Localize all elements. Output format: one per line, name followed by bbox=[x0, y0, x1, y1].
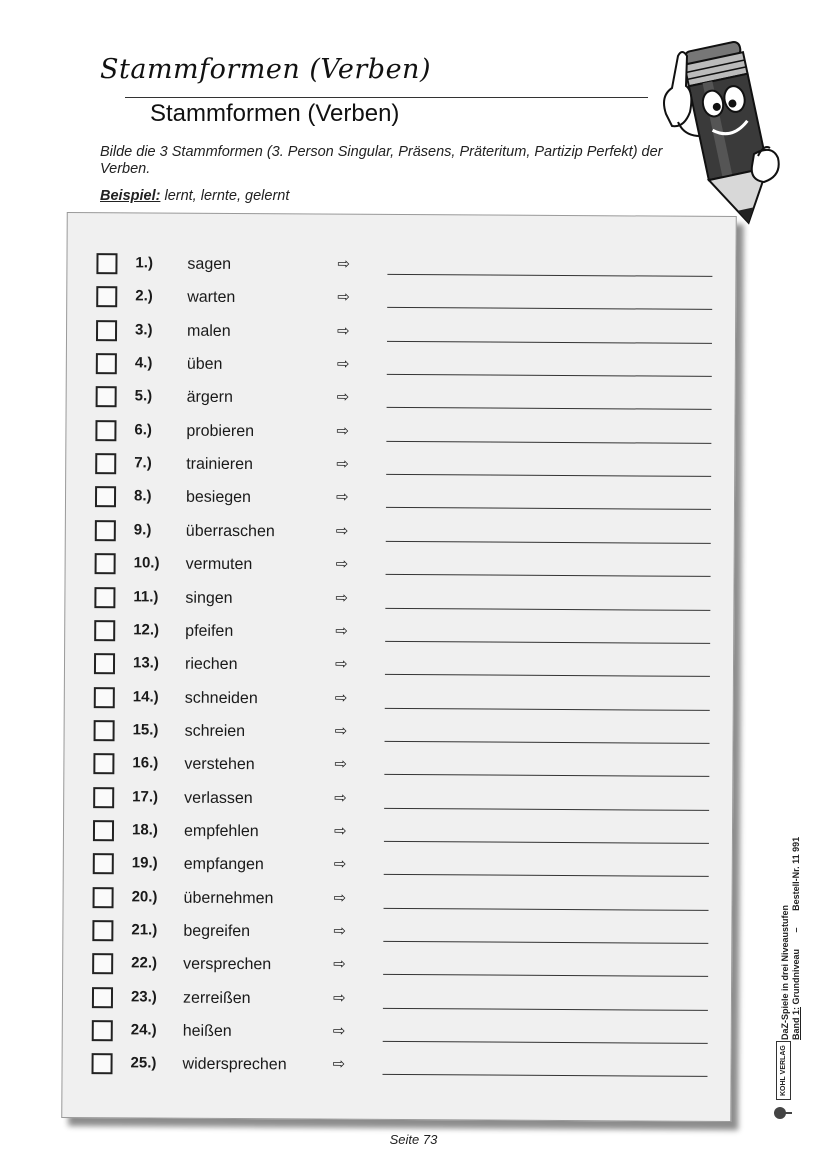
checkbox[interactable] bbox=[95, 453, 116, 474]
arrow-icon: ⇨ bbox=[335, 488, 349, 507]
order-number: Bestell-Nr. 11 991 bbox=[791, 836, 801, 911]
answer-line[interactable] bbox=[384, 774, 709, 777]
exercise-row bbox=[67, 251, 735, 281]
checkbox[interactable] bbox=[94, 587, 115, 608]
band-text: Grundniveau bbox=[791, 948, 801, 1007]
item-number: 25.) bbox=[130, 1054, 157, 1072]
checkbox[interactable] bbox=[93, 753, 114, 774]
item-number: 15.) bbox=[132, 721, 159, 739]
verb-label: zerreißen bbox=[182, 989, 251, 1007]
exercise-row bbox=[66, 451, 734, 481]
item-number: 24.) bbox=[130, 1021, 157, 1039]
instruction-text: Bilde die 3 Stammformen (3. Person Singular, Präsens, Präteritum, Partizip Perfekt) der Verben. bbox=[100, 144, 663, 177]
item-number: 13.) bbox=[132, 654, 159, 672]
checkbox[interactable] bbox=[96, 286, 117, 307]
arrow-icon: ⇨ bbox=[333, 888, 347, 907]
item-number: 5.) bbox=[134, 387, 153, 405]
answer-line[interactable] bbox=[387, 341, 712, 344]
arrow-icon: ⇨ bbox=[337, 287, 350, 307]
verb-label: überraschen bbox=[185, 522, 275, 541]
arrow-icon: ⇨ bbox=[334, 788, 347, 807]
exercise-row bbox=[64, 818, 732, 848]
answer-line[interactable] bbox=[387, 274, 712, 277]
answer-line[interactable] bbox=[386, 507, 711, 510]
item-number: 11.) bbox=[133, 587, 159, 606]
arrow-icon: ⇨ bbox=[336, 421, 350, 440]
arrow-icon: ⇨ bbox=[335, 621, 348, 640]
verb-label: trainieren bbox=[186, 455, 253, 474]
verb-label: begreifen bbox=[183, 922, 251, 941]
answer-line[interactable] bbox=[385, 707, 710, 710]
answer-line[interactable] bbox=[387, 407, 712, 410]
exercise-row bbox=[64, 751, 732, 781]
verb-label: schreien bbox=[184, 722, 246, 740]
band-label: Band 1: bbox=[791, 1006, 801, 1040]
item-number: 4.) bbox=[134, 354, 153, 372]
exercise-row bbox=[66, 418, 734, 448]
example-label: Beispiel: bbox=[100, 188, 161, 204]
checkbox[interactable] bbox=[94, 720, 115, 741]
verb-label: besiegen bbox=[185, 489, 252, 507]
exercise-row bbox=[65, 685, 733, 715]
exercise-row bbox=[67, 284, 735, 314]
answer-line[interactable] bbox=[384, 908, 709, 911]
checkbox[interactable] bbox=[92, 920, 113, 941]
checkbox[interactable] bbox=[93, 820, 114, 841]
item-number: 22.) bbox=[131, 954, 158, 972]
checkbox[interactable] bbox=[93, 887, 114, 908]
page-number: Seite 73 bbox=[389, 1132, 438, 1147]
checkbox[interactable] bbox=[92, 1054, 113, 1075]
checkbox[interactable] bbox=[95, 553, 116, 574]
item-number: 7.) bbox=[134, 454, 152, 472]
verb-label: riechen bbox=[184, 655, 238, 674]
exercise-row bbox=[67, 384, 735, 414]
answer-line[interactable] bbox=[387, 307, 712, 310]
exercise-row bbox=[63, 1018, 731, 1048]
arrow-icon: ⇨ bbox=[335, 521, 349, 540]
checkbox[interactable] bbox=[94, 620, 115, 641]
arrow-icon: ⇨ bbox=[333, 854, 347, 873]
verb-label: übernehmen bbox=[183, 889, 274, 907]
answer-line[interactable] bbox=[387, 374, 712, 377]
verb-label: probieren bbox=[186, 422, 255, 440]
arrow-icon: ⇨ bbox=[332, 988, 346, 1007]
arrow-icon: ⇨ bbox=[337, 254, 351, 273]
arrow-icon: ⇨ bbox=[334, 688, 348, 707]
exercise-row bbox=[62, 1051, 730, 1081]
item-number: 9.) bbox=[133, 521, 152, 539]
verb-label: sagen bbox=[187, 255, 232, 273]
verb-label: heißen bbox=[182, 1022, 232, 1041]
checkbox[interactable] bbox=[92, 987, 113, 1008]
item-number: 1.) bbox=[135, 254, 154, 272]
arrow-icon: ⇨ bbox=[337, 321, 350, 340]
series-title: DaZ-Spiele in drei Niveaustufen bbox=[780, 904, 790, 1040]
exercise-row bbox=[64, 785, 732, 815]
answer-line[interactable] bbox=[385, 607, 710, 610]
arrow-icon: ⇨ bbox=[333, 921, 347, 940]
checkbox[interactable] bbox=[96, 253, 117, 274]
arrow-icon: ⇨ bbox=[334, 654, 348, 673]
checkbox[interactable] bbox=[96, 387, 117, 408]
exercise-row bbox=[65, 718, 733, 748]
item-number: 20.) bbox=[131, 888, 158, 906]
arrow-icon: ⇨ bbox=[336, 354, 350, 373]
verb-label: versprechen bbox=[183, 956, 272, 974]
publisher-logo bbox=[774, 1041, 792, 1120]
answer-line[interactable] bbox=[386, 441, 711, 444]
answer-line[interactable] bbox=[383, 1008, 708, 1011]
answer-line[interactable] bbox=[385, 641, 710, 644]
verb-label: empfangen bbox=[183, 855, 264, 874]
item-number: 14.) bbox=[132, 687, 159, 706]
exercise-row bbox=[63, 918, 731, 948]
arrow-icon: ⇨ bbox=[336, 454, 349, 473]
publisher-sidebar bbox=[760, 790, 820, 1120]
exercise-row bbox=[66, 518, 734, 548]
answer-line[interactable] bbox=[383, 1041, 708, 1044]
checkbox[interactable] bbox=[94, 653, 115, 674]
checkbox[interactable] bbox=[93, 787, 114, 808]
answer-line[interactable] bbox=[386, 474, 711, 477]
exercise-row bbox=[66, 484, 734, 514]
side-separator: – bbox=[791, 927, 801, 933]
exercise-row bbox=[65, 651, 733, 681]
verb-label: üben bbox=[186, 355, 223, 373]
answer-line[interactable] bbox=[384, 841, 709, 844]
answer-line[interactable] bbox=[385, 741, 710, 744]
tree-logo-icon bbox=[774, 1106, 792, 1120]
item-number: 6.) bbox=[134, 421, 153, 439]
exercise-row bbox=[65, 584, 733, 614]
arrow-icon: ⇨ bbox=[335, 588, 349, 607]
item-number: 23.) bbox=[130, 988, 157, 1006]
item-number: 18.) bbox=[131, 821, 158, 839]
exercise-row bbox=[65, 618, 733, 648]
exercise-row bbox=[67, 318, 735, 348]
verb-label: verlassen bbox=[184, 789, 253, 807]
arrow-icon: ⇨ bbox=[332, 1054, 346, 1074]
answer-line[interactable] bbox=[384, 808, 709, 811]
exercise-row bbox=[66, 551, 734, 581]
exercise-row bbox=[67, 351, 735, 381]
checkbox[interactable] bbox=[96, 353, 117, 374]
checkbox[interactable] bbox=[95, 520, 116, 541]
band-info bbox=[791, 800, 802, 1040]
exercise-row bbox=[63, 985, 731, 1015]
verb-label: pfeifen bbox=[185, 622, 234, 640]
verb-label: ärgern bbox=[186, 389, 233, 407]
answer-line[interactable] bbox=[386, 541, 711, 544]
checkbox[interactable] bbox=[96, 320, 117, 341]
verb-label: singen bbox=[185, 589, 233, 607]
verb-label: vermuten bbox=[185, 555, 253, 574]
exercise-row bbox=[64, 885, 732, 915]
item-number: 2.) bbox=[135, 287, 153, 305]
checkbox[interactable] bbox=[95, 420, 116, 441]
item-number: 17.) bbox=[132, 787, 159, 806]
item-number: 19.) bbox=[131, 854, 158, 872]
checkbox[interactable] bbox=[94, 687, 115, 708]
verb-label: warten bbox=[187, 289, 236, 307]
arrow-icon: ⇨ bbox=[336, 388, 350, 407]
item-number: 21.) bbox=[131, 921, 158, 939]
arrow-icon: ⇨ bbox=[333, 954, 346, 974]
verb-label: malen bbox=[186, 322, 231, 340]
exercise-row bbox=[63, 951, 731, 981]
page-title: Stammformen (Verben) bbox=[150, 100, 400, 127]
checkbox[interactable] bbox=[92, 953, 113, 974]
arrow-icon: ⇨ bbox=[335, 554, 349, 573]
worksheet-card bbox=[61, 212, 737, 1122]
publisher-name: KOHL VERLAG bbox=[776, 1041, 791, 1100]
item-number: 3.) bbox=[135, 321, 153, 339]
verb-label: empfehlen bbox=[183, 822, 259, 841]
answer-line[interactable] bbox=[383, 974, 708, 977]
series-info bbox=[780, 800, 802, 1040]
checkbox[interactable] bbox=[92, 1020, 113, 1041]
arrow-icon: ⇨ bbox=[332, 1021, 346, 1040]
answer-line[interactable] bbox=[383, 941, 708, 944]
title-rule bbox=[125, 97, 648, 98]
checkbox[interactable] bbox=[93, 853, 114, 874]
item-number: 16.) bbox=[132, 754, 159, 772]
verb-label: verstehen bbox=[184, 755, 255, 774]
example-text: lernt, lernte, gelernt bbox=[160, 188, 290, 204]
arrow-icon: ⇨ bbox=[334, 721, 348, 740]
answer-line[interactable] bbox=[386, 574, 711, 577]
checkbox[interactable] bbox=[95, 487, 116, 508]
item-number: 10.) bbox=[133, 554, 160, 572]
exercise-row bbox=[64, 851, 732, 881]
answer-line[interactable] bbox=[385, 674, 710, 677]
arrow-icon: ⇨ bbox=[334, 754, 348, 773]
verb-label: schneiden bbox=[184, 689, 258, 707]
arrow-icon: ⇨ bbox=[333, 821, 347, 840]
verb-label: widersprechen bbox=[182, 1056, 287, 1074]
script-title: Stammformen (Verben) bbox=[100, 54, 431, 85]
answer-line[interactable] bbox=[383, 1074, 708, 1077]
answer-line[interactable] bbox=[384, 874, 709, 877]
item-number: 12.) bbox=[133, 621, 160, 639]
pencil-mascot-icon bbox=[654, 36, 784, 231]
item-number: 8.) bbox=[133, 487, 152, 505]
example-line bbox=[100, 188, 289, 204]
